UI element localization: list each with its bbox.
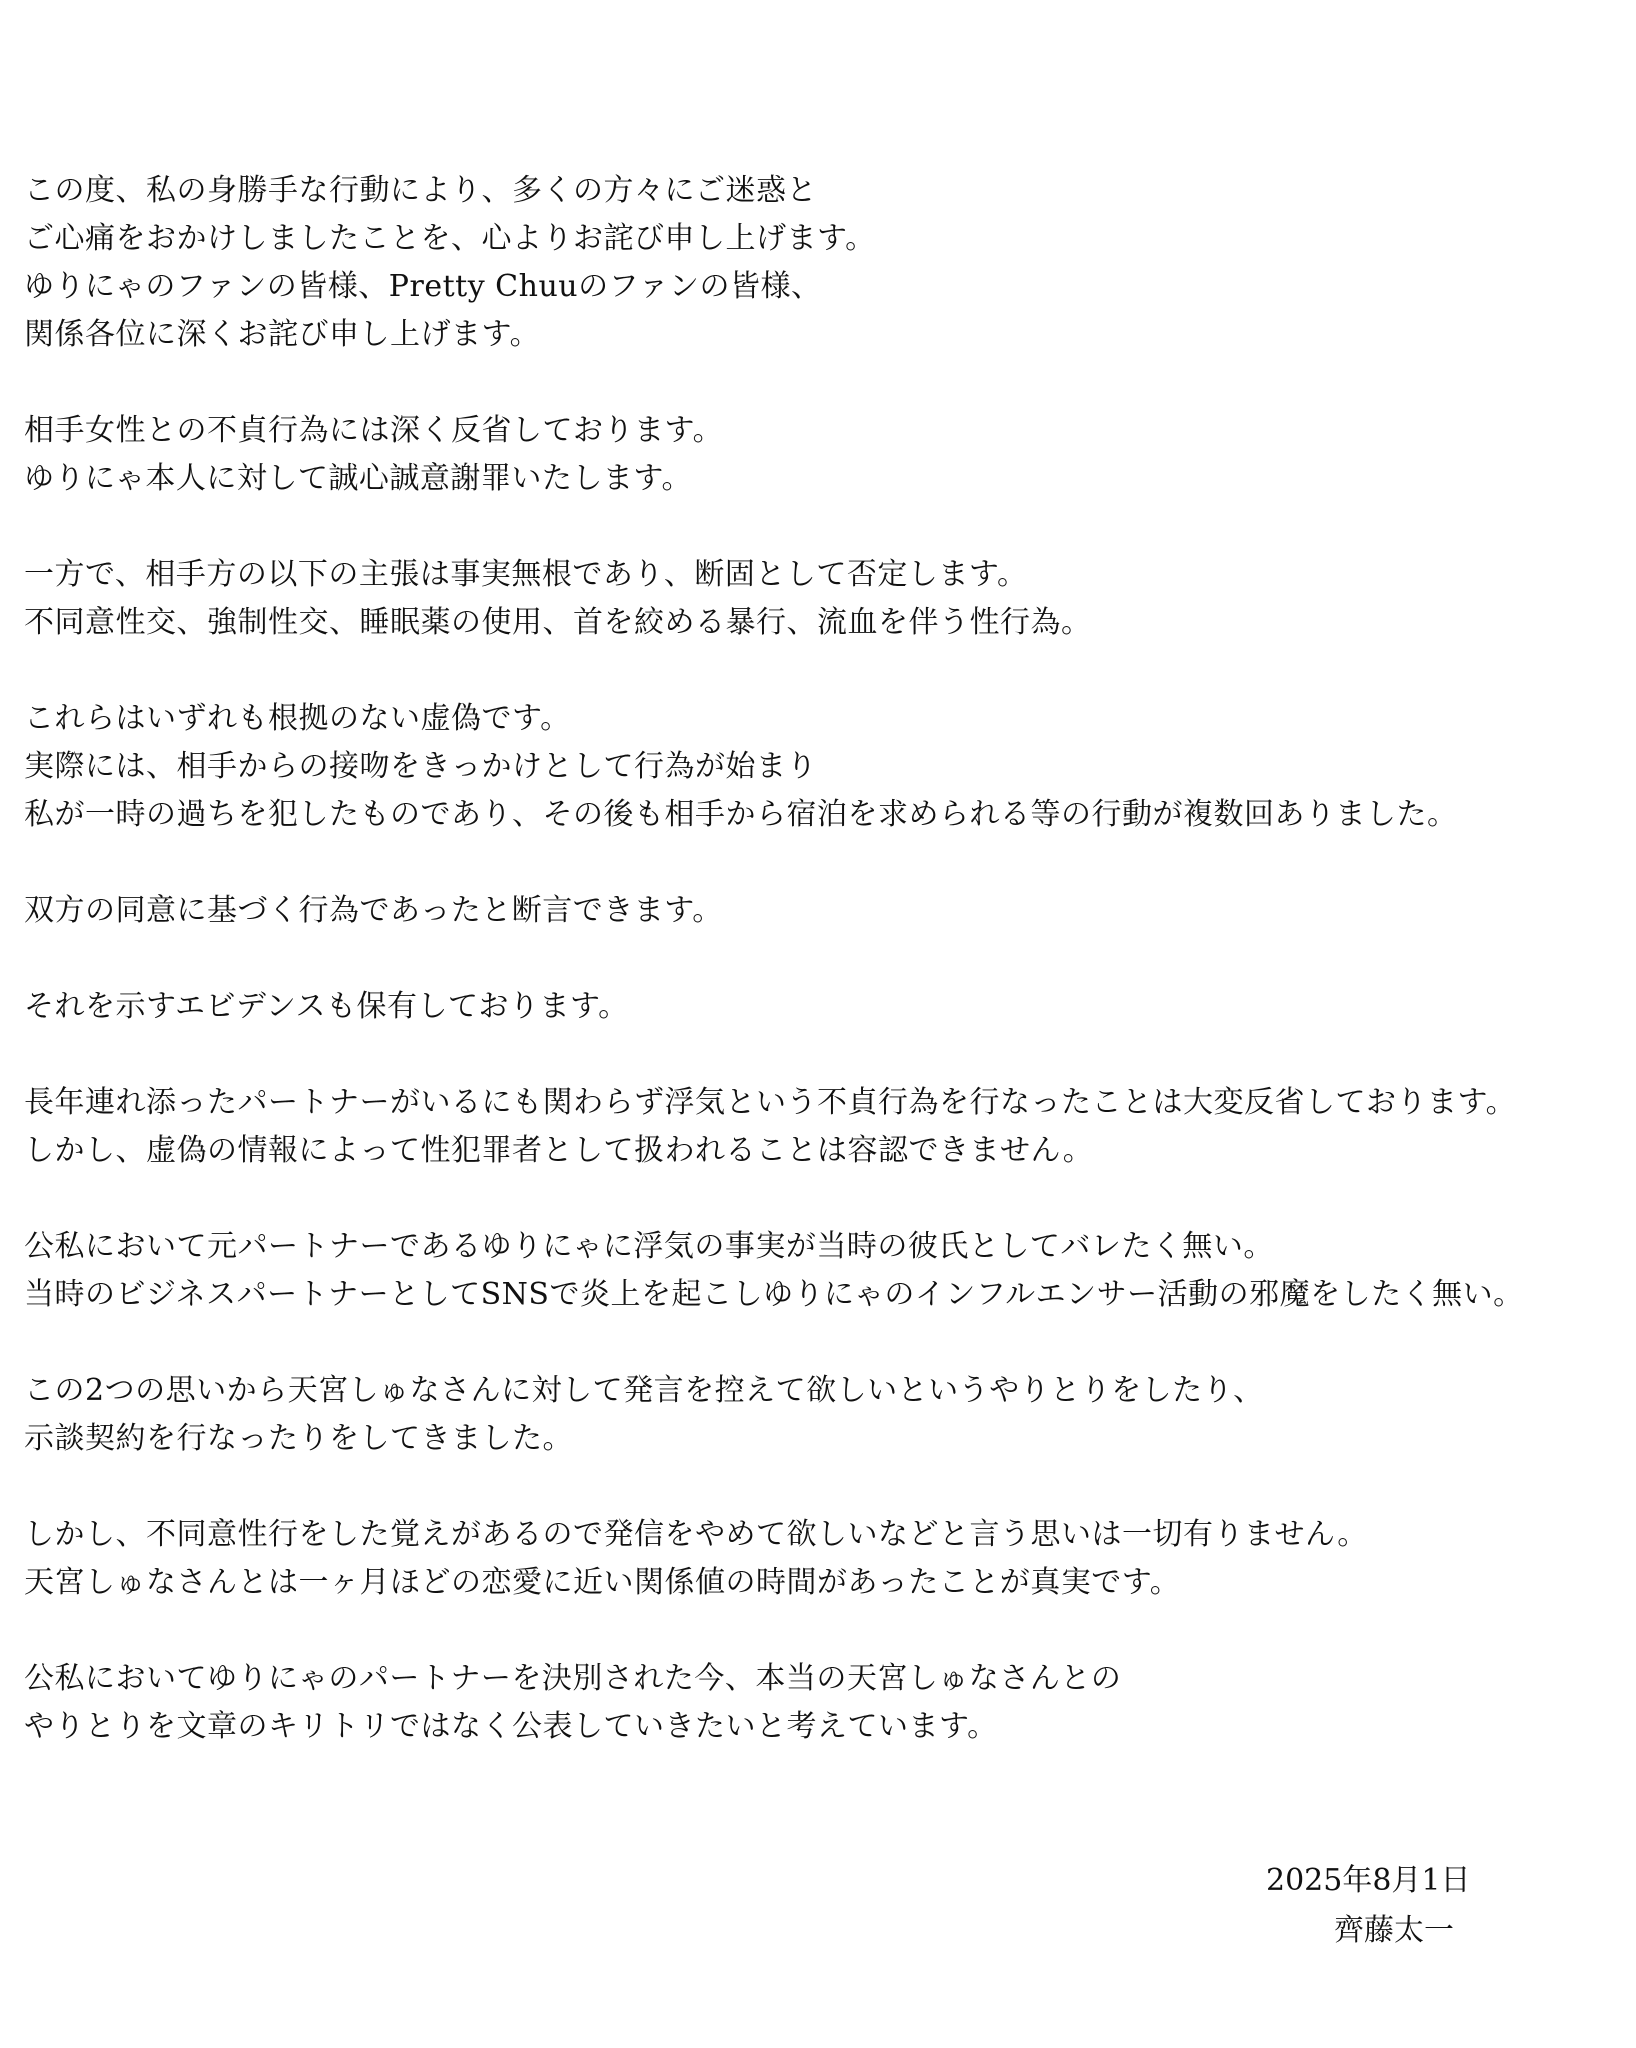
paragraph-disclosure <box>24 1655 1624 1751</box>
statement-date: 2025年8月1日 <box>1266 1863 1471 1898</box>
text-line: 示談契約を行なったりをしてきました。 <box>24 1421 573 1456</box>
text-line: 双方の同意に基づく行為であったと断言できます。 <box>24 893 723 928</box>
text-line: ご心痛をおかけしましたことを、心よりお詫び申し上げます。 <box>24 221 876 256</box>
text-line: 公私において元パートナーであるゆりにゃに浮気の事実が当時の彼氏としてバレたく無い。 <box>24 1229 1274 1264</box>
text-line: この2つの思いから天宮しゅなさんに対して発言を控えて欲しいというやりとりをしたり、 <box>24 1373 1264 1408</box>
paragraph-consent <box>24 887 1624 935</box>
statement-body <box>24 167 1624 1799</box>
text-line: ゆりにゃ本人に対して誠心誠意謝罪いたします。 <box>24 461 692 496</box>
text-line: 相手女性との不貞行為には深く反省しております。 <box>24 413 724 448</box>
paragraph-denial <box>24 551 1624 647</box>
text-line: 当時のビジネスパートナーとしてSNSで炎上を起こしゆりにゃのインフルエンサー活動の邪魔をしたく無い。 <box>24 1277 1524 1312</box>
paragraph-apology <box>24 167 1624 359</box>
text-line: 実際には、相手からの接吻をきっかけとして行為が始まり <box>24 749 817 784</box>
author-name: 齊藤太一 <box>1334 1913 1454 1948</box>
text-line: それを示すエビデンスも保有しております。 <box>24 989 629 1024</box>
text-line: しかし、不同意性行をした覚えがあるので発信をやめて欲しいなどと言う思いは一切有りません。 <box>24 1517 1368 1552</box>
text-line: これらはいずれも根拠のない虚偽です。 <box>24 701 571 736</box>
text-line: この度、私の身勝手な行動により、多くの方々にご迷惑と <box>24 173 817 208</box>
paragraph-truth <box>24 1511 1624 1607</box>
text-line: やりとりを文章のキリトリではなく公表していきたいと考えています。 <box>24 1709 998 1744</box>
text-line: 天宮しゅなさんとは一ヶ月ほどの恋愛に近い関係値の時間があったことが真実です。 <box>24 1565 1181 1600</box>
text-line: 関係各位に深くお詫び申し上げます。 <box>24 317 541 352</box>
paragraph-reflection <box>24 407 1624 503</box>
paragraph-false-claims <box>24 695 1624 839</box>
text-line: ゆりにゃのファンの皆様、Pretty Chuuのファンの皆様、 <box>24 269 822 304</box>
paragraph-settlement <box>24 1367 1624 1463</box>
text-line: 私が一時の過ちを犯したものであり、その後も相手から宿泊を求められる等の行動が複数回ありました。 <box>24 797 1458 832</box>
text-line: 不同意性交、強制性交、睡眠薬の使用、首を絞める暴行、流血を伴う性行為。 <box>24 605 1092 640</box>
paragraph-evidence <box>24 983 1624 1031</box>
signature-block <box>1266 1856 1566 1956</box>
text-line: 長年連れ添ったパートナーがいるにも関わらず浮気という不貞行為を行なったことは大変反省しております。 <box>24 1085 1517 1120</box>
paragraph-motives <box>24 1223 1624 1319</box>
text-line: 公私においてゆりにゃのパートナーを決別された今、本当の天宮しゅなさんとの <box>24 1661 1122 1696</box>
text-line: しかし、虚偽の情報によって性犯罪者として扱われることは容認できません。 <box>24 1133 1094 1168</box>
paragraph-regret <box>24 1079 1624 1175</box>
text-line: 一方で、相手方の以下の主張は事実無根であり、断固として否定します。 <box>24 557 1028 592</box>
